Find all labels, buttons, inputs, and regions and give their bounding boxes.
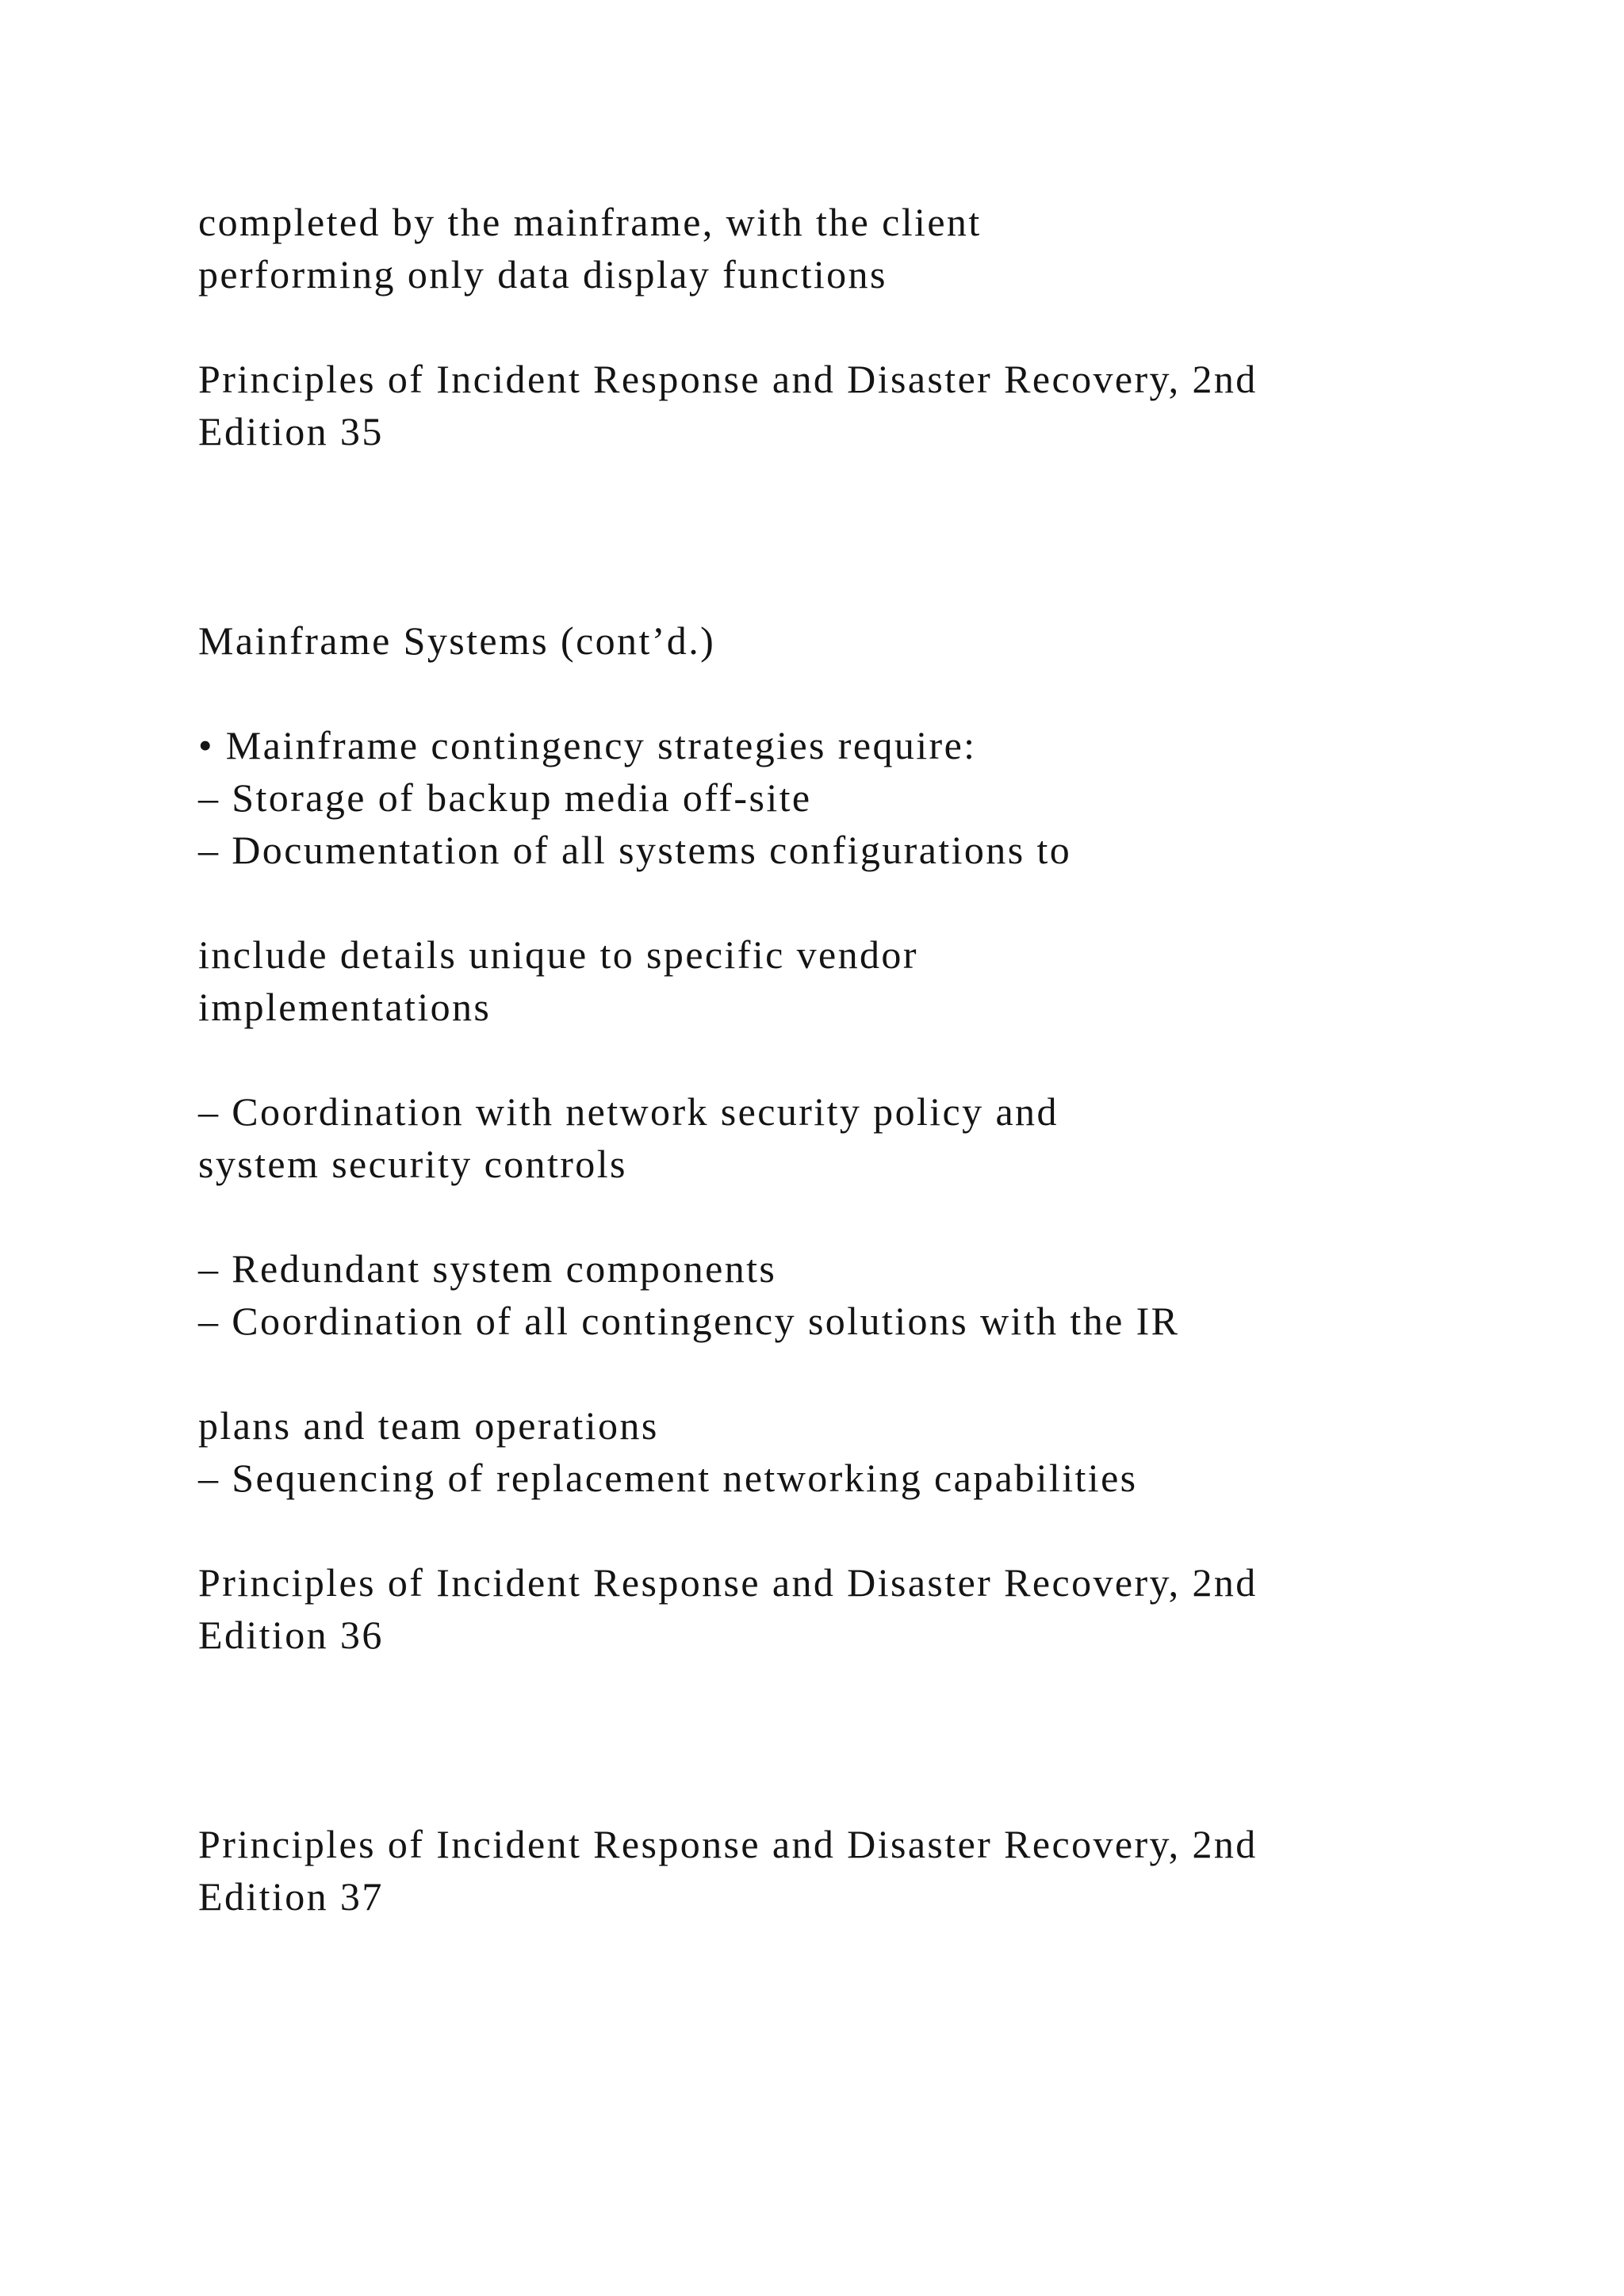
text-line: completed by the mainframe, with the client (198, 200, 982, 244)
slide-footer: Edition 35 (198, 409, 384, 453)
slide-footer: Principles of Incident Response and Disaster Recovery, 2nd (198, 1560, 1258, 1605)
text-line: system security controls (198, 1142, 627, 1186)
slide-footer: Edition 36 (198, 1613, 384, 1657)
slide-footer: Principles of Incident Response and Disaster Recovery, 2nd (198, 357, 1258, 401)
slide-footer: Principles of Incident Response and Disaster Recovery, 2nd (198, 1822, 1258, 1866)
text-line: plans and team operations (198, 1403, 659, 1448)
sub-bullet-item: – Coordination of all contingency solutions with the IR (198, 1299, 1180, 1343)
sub-bullet-item: – Coordination with network security policy and (198, 1089, 1059, 1134)
sub-bullet-item: – Documentation of all systems configurations to (198, 828, 1072, 872)
sub-bullet-item: – Sequencing of replacement networking capabilities (198, 1456, 1138, 1500)
sub-bullet-item: – Storage of backup media off-site (198, 775, 812, 820)
text-line: include details unique to specific vendor (198, 932, 918, 977)
slide-footer: Edition 37 (198, 1874, 384, 1919)
bullet-item: • Mainframe contingency strategies require: (198, 723, 977, 767)
text-line: performing only data display functions (198, 252, 887, 297)
slide-title: Mainframe Systems (cont’d.) (198, 618, 716, 663)
sub-bullet-item: – Redundant system components (198, 1246, 777, 1291)
text-line: implementations (198, 985, 492, 1029)
